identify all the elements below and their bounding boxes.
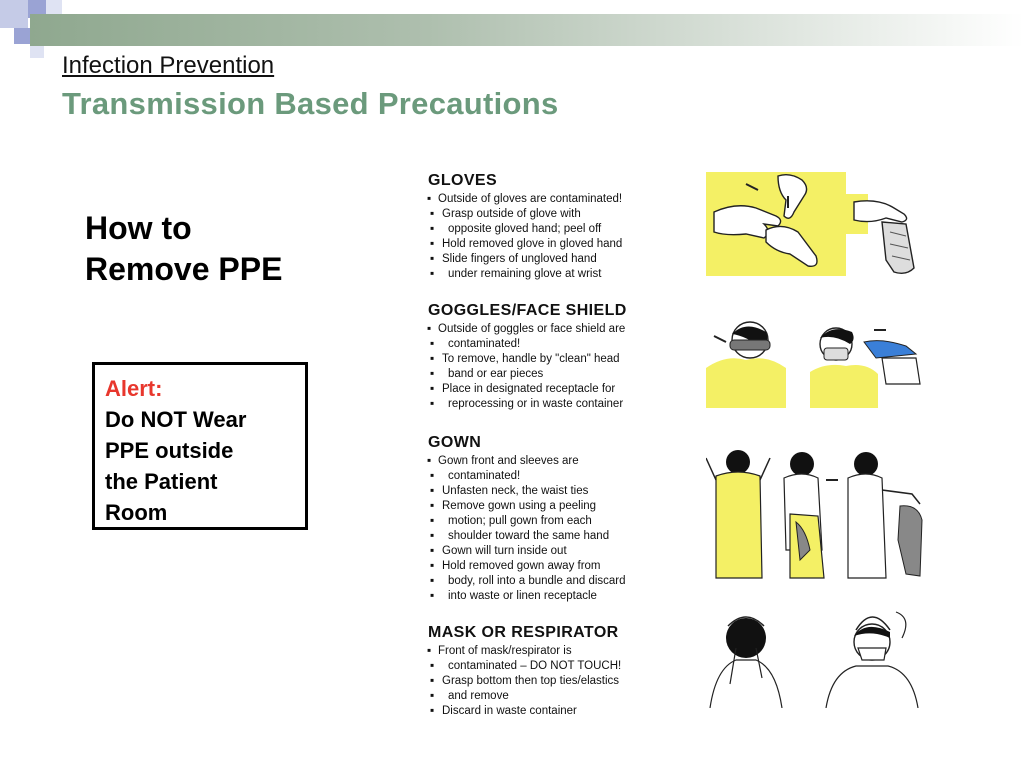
corner-decor-square (0, 0, 28, 28)
section-item: ▪ To remove, handle by "clean" head (428, 352, 688, 367)
section-item: ▪ into waste or linen receptacle (428, 589, 688, 604)
section-item: ▪ Hold removed glove in gloved hand (428, 237, 688, 252)
section-item: ▪ Remove gown using a peeling (428, 499, 688, 514)
section-heading: MASK OR RESPIRATOR (428, 624, 619, 641)
section-item: ▪ Grasp bottom then top ties/elastics (428, 674, 688, 689)
gown-removal-illustration (706, 450, 931, 580)
alert-box (92, 362, 308, 530)
section-heading: GOWN (428, 434, 482, 451)
section-item: ▪ Grasp outside of glove with (428, 207, 688, 222)
section-item: ▪ reprocessing or in waste container (428, 397, 688, 412)
how-to-line: Remove PPE (85, 251, 283, 287)
section-gown (428, 434, 688, 604)
section-item: ▪ contaminated! (428, 337, 688, 352)
section-item: ▪ Hold removed gown away from (428, 559, 688, 574)
section-mask (428, 624, 688, 719)
section-item: ▪ Discard in waste container (428, 704, 688, 719)
slide-subtitle: Infection Prevention (62, 52, 275, 79)
section-item: ▪ band or ear pieces (428, 367, 688, 382)
section-item: ▪ Outside of goggles or face shield are (428, 322, 688, 337)
alert-line: Room (105, 500, 168, 525)
slide-title: Transmission Based Precautions (62, 86, 559, 121)
how-to-line: How to (85, 210, 192, 246)
how-to-heading (85, 208, 355, 290)
header-gradient-bar (30, 14, 1024, 46)
section-heading: GOGGLES/FACE SHIELD (428, 302, 627, 319)
section-item: ▪ under remaining glove at wrist (428, 267, 688, 282)
section-gloves (428, 172, 688, 282)
section-item: ▪ body, roll into a bundle and discard (428, 574, 688, 589)
mask-removal-illustration (706, 608, 931, 708)
alert-line: Do NOT Wear (105, 407, 247, 432)
section-goggles (428, 302, 688, 412)
gloves-removal-illustration (706, 172, 931, 280)
section-heading: GLOVES (428, 172, 498, 189)
section-item: ▪ contaminated! (428, 469, 688, 484)
section-item: ▪ and remove (428, 689, 688, 704)
alert-line: PPE outside (105, 438, 234, 463)
section-item: ▪ Slide fingers of ungloved hand (428, 252, 688, 267)
section-item: ▪ Outside of gloves are contaminated! (428, 192, 688, 207)
section-item: ▪ opposite gloved hand; peel off (428, 222, 688, 237)
ppe-removal-panel (424, 168, 954, 728)
section-item: ▪ Front of mask/respirator is (428, 644, 688, 659)
section-item: ▪ motion; pull gown from each (428, 514, 688, 529)
goggles-removal-illustration (706, 318, 931, 408)
section-item: ▪ contaminated – DO NOT TOUCH! (428, 659, 688, 674)
corner-decor-square (30, 44, 44, 58)
alert-line: the Patient (105, 469, 218, 494)
alert-label: Alert: (105, 376, 163, 401)
section-item: ▪ Gown will turn inside out (428, 544, 688, 559)
corner-decor-square (14, 28, 30, 44)
section-item: ▪ Place in designated receptacle for (428, 382, 688, 397)
section-item: ▪ shoulder toward the same hand (428, 529, 688, 544)
section-item: ▪ Unfasten neck, the waist ties (428, 484, 688, 499)
section-item: ▪ Gown front and sleeves are (428, 454, 688, 469)
